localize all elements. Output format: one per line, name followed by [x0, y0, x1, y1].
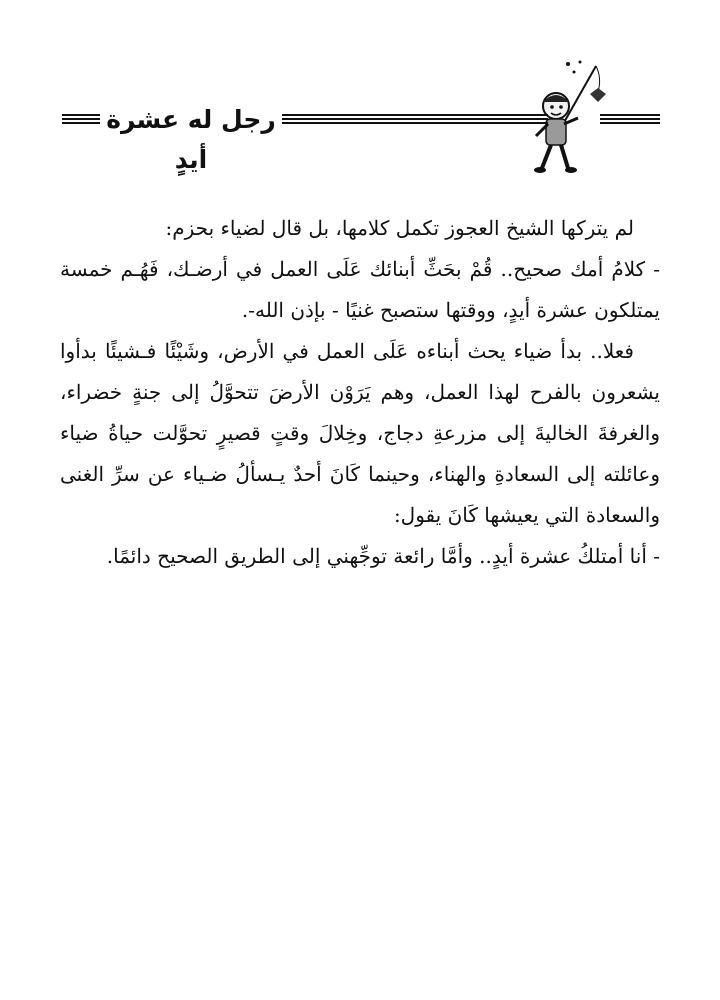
story-body — [60, 208, 660, 577]
paragraph: فعلا.. بدأ ضياء يحث أبناءه عَلَى العمل في الأرض، وشَيْئًا فـشيئًا بدأوا يشعرون بالفرح لهذا العمل، وهم يَرَوْن الأرضَ تتحوَّلُ إلى جنةٍ خضراء، والغرفةَ الخاليةَ إلى مزرعةِ دجاج، وخِلالَ وقتٍ قصيرٍ تحوَّلت حياةُ ضياء وعائلته إلى السعادةِ والهناء، وحينما كَانَ أحدٌ يـسألُ ضـياء عن سرِّ الغنى والسعادة التي يعيشها كَانَ يقول: — [60, 339, 660, 527]
paragraph: - أنا أمتلكُ عشرة أيدٍ.. وأمَّا رائعة توجِّهني إلى الطريق الصحيح دائمًا. — [106, 544, 660, 568]
header-rule-middle — [282, 114, 548, 126]
chapter-title: رجل له عشرة أيدٍ — [106, 105, 276, 174]
paragraph: - كلامُ أمك صحيح.. قُمْ بحَثِّ أبنائك عَلَى العمل في أرضـك، فَهُـم خمسة يمتلكون عشرة أيدٍ، ووقتها ستصبح غنيًا - بإذن الله-. — [60, 257, 660, 322]
header-rule-left — [62, 114, 100, 126]
paragraph: لم يتركها الشيخ العجوز تكمل كلامها، بل قال لضياء بحزم: — [165, 216, 634, 240]
page-header — [40, 58, 680, 178]
header-rule-right — [600, 114, 660, 126]
